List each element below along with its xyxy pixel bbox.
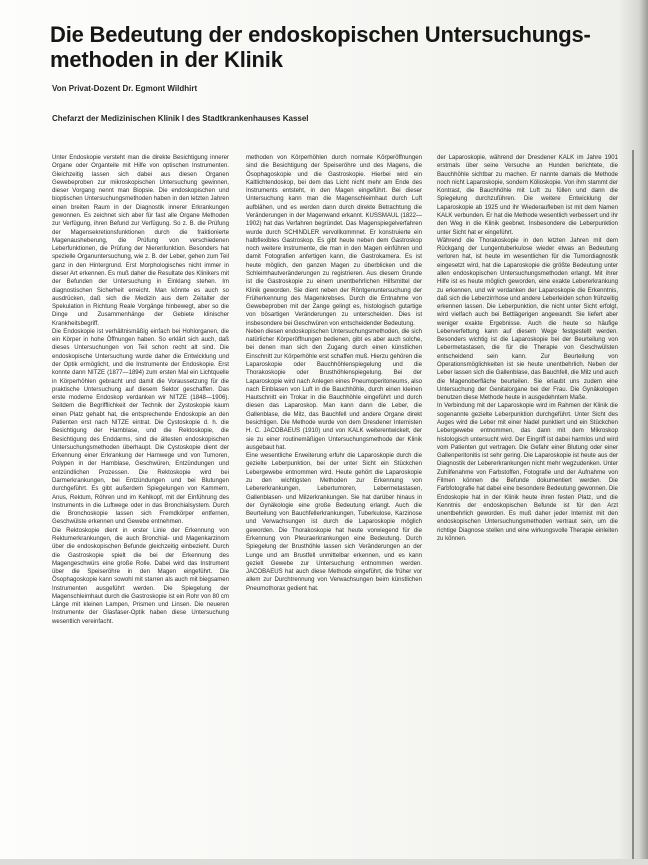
text-column-2 bbox=[246, 154, 422, 856]
article-title: Die Bedeutung der endoskopischen Untersuchungs-methoden in der Klinik bbox=[50, 22, 591, 72]
paragraph: Die Endoskopie ist verhältnismäßig einfach bei Hohlorganen, die ein Körper in hohe Öffnungen haben. So erklärt sich auch, daß dieses Untersuchungen von Teil schon recht alt sind. Die endoskopische Untersuchung wurde daher die Entwicklung und der Optik ermöglicht, und die Instrumente der Endoskopie. Erst konnte dann NITZE (1877—1894) zum ersten Mal ein Lichtquelle in Körperhöhlen gebracht und damit die Voraussetzung für die praktische Untersuchung auf diesem Sektor geschaffen. Das erste moderne Endoskop verdanken wir NITZE (1848—1906). Seitdem die Begrifflichkeit der Technik der Zystoskopie kaum einen Platz gehabt hat, die entsprechende Endoskopie an den Patienten erst nach NITZE eintrat. Die Cystoskopie d. h. die Besichtigung der Harnblase, und die Rektoskopie, die Besichtigung des Enddarms, sind die ältesten endoskopischen Untersuchungsmethoden überhaupt. Die Cystoskopie dient der Erkennung einer Erkrankung der Harnwege und von Tumoren, Polypen in der Harnblase, Geschwüren, Entzündungen und entzündlichen Prozessen. Die Rektoskopie wird bei Darmerkrankungen, bei Entzündungen und bei Blutungen durchgeführt. Es gibt außerdem Spiegelungen von Kammern, Anus, Rektum, Röhren und im Kehlkopf, mit der Einführung des Instruments in die Luftwege oder in das Bronchialsystem. Durch die Bronchoskopie lassen sich Fremdkörper entfernen, Geschwülste erkennen und Gewebe entnehmen. bbox=[52, 328, 229, 526]
paragraph: methoden von Körperhöhlen durch normale Körperöffnungen sind die Besichtigung der Speiseröhre und des Magens, die Ösophagoskopie und die Gastroskopie. Hierbei wird ein Kaltlichtendoskop, bei dem das Licht nicht mehr am Ende des Instruments entsteht, in den Magen eingeführt. Bei dieser Untersuchung kann man die Magenschleimhaut durch Luft aufblähen, und es werden dann durch direkte Betrachtung die Veränderungen in der Magenwand erkannt. KUSSMAUL (1822—1902) hat das Verfahren begründet. Das Magenspiegelverfahren wurde durch SCHINDLER vervollkommnet. Er konstruierte ein halbflexibles Gastroskop. Es gibt heute neben dem Gastroskop noch weitere Instrumente, die man in den Magen einführen und damit Fotografien anfertigen kann, die Gastrokamera. Es ist heute möglich, den ganzen Magen zu überblicken und die Schleimhautveränderungen zu registrieren. Aus diesem Grunde ist die Gastroskopie zu einem unentbehrlichen Hilfsmittel der Klinik geworden. Sie dient neben der Röntgenuntersuchung der Früherkennung des Magenkrebses. Durch die Entnahme von Gewebeproben mit der Zange gelingt es, histologisch gutartige von bösartigen Veränderungen zu unterscheiden. Dies ist insbesondere bei Geschwüren von entscheidender Bedeutung. bbox=[246, 155, 422, 327]
article-author: Von Privat-Dozent Dr. Egmont Wildhirt bbox=[52, 84, 198, 93]
paragraph: Neben diesen endoskopischen Untersuchungsmethoden, die sich natürlicher Körperöffnungen bedienen, gibt es aber auch solche, bei denen man sich den Zugang durch einen künstlichen Einschnitt zur Körperhöhle erst schaffen muß. Hierzu gehören die Laparoskopie oder Bauchhöhlenspiegelung und die Thorakoskopie oder Brusthöhlenspiegelung. Bei der Laparoskopie wird nach Anlegen eines Pneumoperitoneums, also nach Einblasen von Luft in die Bauchhöhle, durch einen kleinen Hautschnitt ein Trokar in die Bauchhöhle eingeführt und durch diesen das Laparoskop. Man kann dann die Leber, die Gallenblase, die Milz, das Bauchfell und andere Organe direkt besichtigen. Die Methode wurde von dem Dresdener Internisten H. C. JACOBAEUS (1910) und von KALK weiterentwickelt, der sie zu einer routinemäßigen Untersuchungsmethode der Klinik ausgebaut hat. bbox=[246, 328, 422, 451]
paragraph: der Laparoskopie, während der Dresdener KALK im Jahre 1901 erstmals über seine Versuche an Hunden berichtete, die Bauchhöhle sichtbar zu machen. Er nannte damals die Methode noch nicht Laparoskopie, sondern Kölioskopie. Von ihm stammt der Kontrast, die Bauchhöhle mit Luft zu füllen und dann die Spiegelung durchzuführen. Die weitere Entwicklung der Laparoskopie ab 1925 und ihr Wiederaufleben ist mit dem Namen KALK verbunden. Er hat die Methode wesentlich verbessert und ihr den Weg in die Klinik geebnet. Insbesondere die Leberpunktion unter Sicht hat er eingeführt. bbox=[437, 155, 618, 236]
text-column-1 bbox=[52, 154, 229, 856]
author-affiliation: Chefarzt der Medizinischen Klinik I des Stadtkrankenhauses Kassel bbox=[52, 114, 309, 123]
paragraph: Eine wesentliche Erweiterung erfuhr die Laparoskopie durch die gezielte Leberpunktion, bei der unter Sicht ein Stückchen Lebergewebe entnommen wird. Heute gehört die Laparoskopie zu den wichtigsten Methoden zur Erkennung von Lebererkrankungen, Lebertumoren, Lebermetastasen, Gallenblasen- und Milzerkrankungen. Sie hat darüber hinaus in der Gynäkologie eine große Bedeutung erlangt. Auch die Beurteilung von Bauchfellerkrankungen, Tuberkulose, Karzinose und Verwachsungen ist durch die Laparoskopie möglich geworden. Die Thorakoskopie hat heute vorwiegend für die Erkennung von Pleuraerkrankungen eine Bedeutung. Durch Spiegelung der Brusthöhle lassen sich Veränderungen an der Lunge und am Brustfell unmittelbar erkennen, und es kann gezielt Gewebe zur Untersuchung entnommen werden. JACOBAEUS hat auch diese Methode eingeführt, die früher vor allem zur Durchtrennung von Verwachsungen beim künstlichen Pneumothorax gedient hat. bbox=[246, 453, 422, 592]
paragraph: Während die Thorakoskopie in den letzten Jahren mit dem Rückgang der Lungentuberkulose wieder etwas an Bedeutung verloren hat, ist heute im wesentlichen für die Tumordiagnostik eingesetzt wird, hat die Laparoskopie die größte Bedeutung unter allen endoskopischen Untersuchungsmethoden erlangt. Mit ihrer Hilfe ist es heute möglich geworden, eine exakte Lebererkrankung zu erkennen, und wir verdanken der Laparoskopie die Erkenntnis, daß sich die Leberzirrhose und andere Leberleiden schon frühzeitig erkennen lassen. Die Leberpunktion, die nicht unter Sicht erfolgt, wird vielfach auch bei Bettlägerigen angewandt. Sie liefert aber weniger exakte Ergebnisse. Auch die heute so häufige Leberverfettung kann auf diesem Wege festgestellt werden. Besonders wichtig ist die Laparoskopie bei der Beurteilung von Lebermetastasen, die für die Therapie von Geschwülsten entscheidend sein kann. Zur Beurteilung von Operationsmöglichkeiten ist sie heute unentbehrlich. Neben der Leber lassen sich die Gallenblase, das Bauchfell, die Milz und auch die Magenoberfläche beurteilen. Sie erlaubt uns zudem eine Untersuchung der Genitalorgane bei der Frau. Die Gynäkologen benutzen diese Methode heute in ausgedehntem Maße. bbox=[437, 237, 618, 402]
paragraph: Die Rektoskopie dient in erster Linie der Erkennung von Rektumerkrankungen, die auch Bronchial- und Magenkarzinom über die endoskopischen Befunde gleichzeitig einbezieht. Durch die Gastroskopie spielt die bei der Erkennung des Magengeschwürs eine große Rolle. Dabei wird das Instrument über die Speiseröhre in den Magen eingeführt. Die Ösophagoskopie kann sowohl mit starren als auch mit biegsamen Instrumenten ausgeführt werden. Die Spiegelung der Magenschleimhaut durch die Gastroskopie ist ein Rohr von 80 cm Länge mit kleinen Lampen, Prismen und Linsen. Die neueren Instrumente der Glasfaser-Optik haben diese Untersuchung wesentlich vereinfacht. bbox=[52, 527, 229, 625]
paragraph: In Verbindung mit der Laparoskopie wird im Rahmen der Klinik die sogenannte gezielte Leberpunktion durchgeführt. Unter Sicht des Auges wird die Leber mit einer Nadel punktiert und ein Stückchen Lebergewebe entnommen, das dann mit dem Mikroskop histologisch untersucht wird. Der Eingriff ist dabei harmlos und wird vom Patienten gut vertragen. Die Gefahr einer Blutung oder einer Gallenperitonitis ist sehr gering. Die Laparoskopie ist heute aus der Diagnostik der Lebererkrankungen nicht mehr wegzudenken. Unter Zuhilfenahme von Farbstoffen, Fotografie und der Aufnahme von Filmen können die Befunde dokumentiert werden. Die Farbfotografie hat dabei eine besondere Bedeutung gewonnen. Die Endoskopie hat in der Klinik heute ihren festen Platz, und die Kenntnis der endoskopischen Befunde ist für den Arzt unentbehrlich geworden. Es muß daher jeder Internist mit den endoskopischen Untersuchungsmethoden vertraut sein, um die richtige Diagnose stellen und eine wirkungsvolle Therapie einleiten zu können. bbox=[437, 403, 618, 542]
page-edge-fold bbox=[632, 150, 634, 865]
scan-bottom-edge bbox=[0, 859, 648, 865]
text-column-3 bbox=[437, 154, 618, 856]
paragraph: Unter Endoskopie versteht man die direkte Besichtigung innerer Organe oder Organteile mit Hilfe von optischen Instrumenten. Gleichzeitig lassen sich dabei aus diesen Organen Gewebeproben zur mikroskopischen Untersuchung gewinnen, dieser Vorgang nennt man Biopsie. Die endoskopischen und bioptischen Untersuchungsmethoden haben in den letzten Jahren einen breiten Raum in der Diagnostik innerer Erkrankungen gewonnen. Es zeichnet sich aber für fast alle Organe Methoden zur Verfügung, ihren Befund zur Verfügung. So z. B. die Prüfung der Magensekretionsfunktionen durch die fraktionierte Magenausheberung, die Prüfung von verschiedenen Leberfunktionen, die Prüfung der Nierenfunktion. Besonders hat spezielle Organuntersuchung, wie z. B. der Leber, gehen zum Teil ganz in den Hintergrund. Erst Morphologisches nicht immer in dieser Art erkennen. Es muß daher die Resultate des Klinikers mit der Befunden der Untersuchung in Einklang stehen. Im diagnostischen Sicherheit erreicht. Man könnte es auch so ausdrücken, daß sich die Medizin aus dem Zeitalter der Spekulation in Richtung Reale Vorgänge hinbewegt, aber so die Dinge und Zusammenhänge der Gebiete klinischer Krankheitsbegriff. bbox=[52, 155, 229, 327]
